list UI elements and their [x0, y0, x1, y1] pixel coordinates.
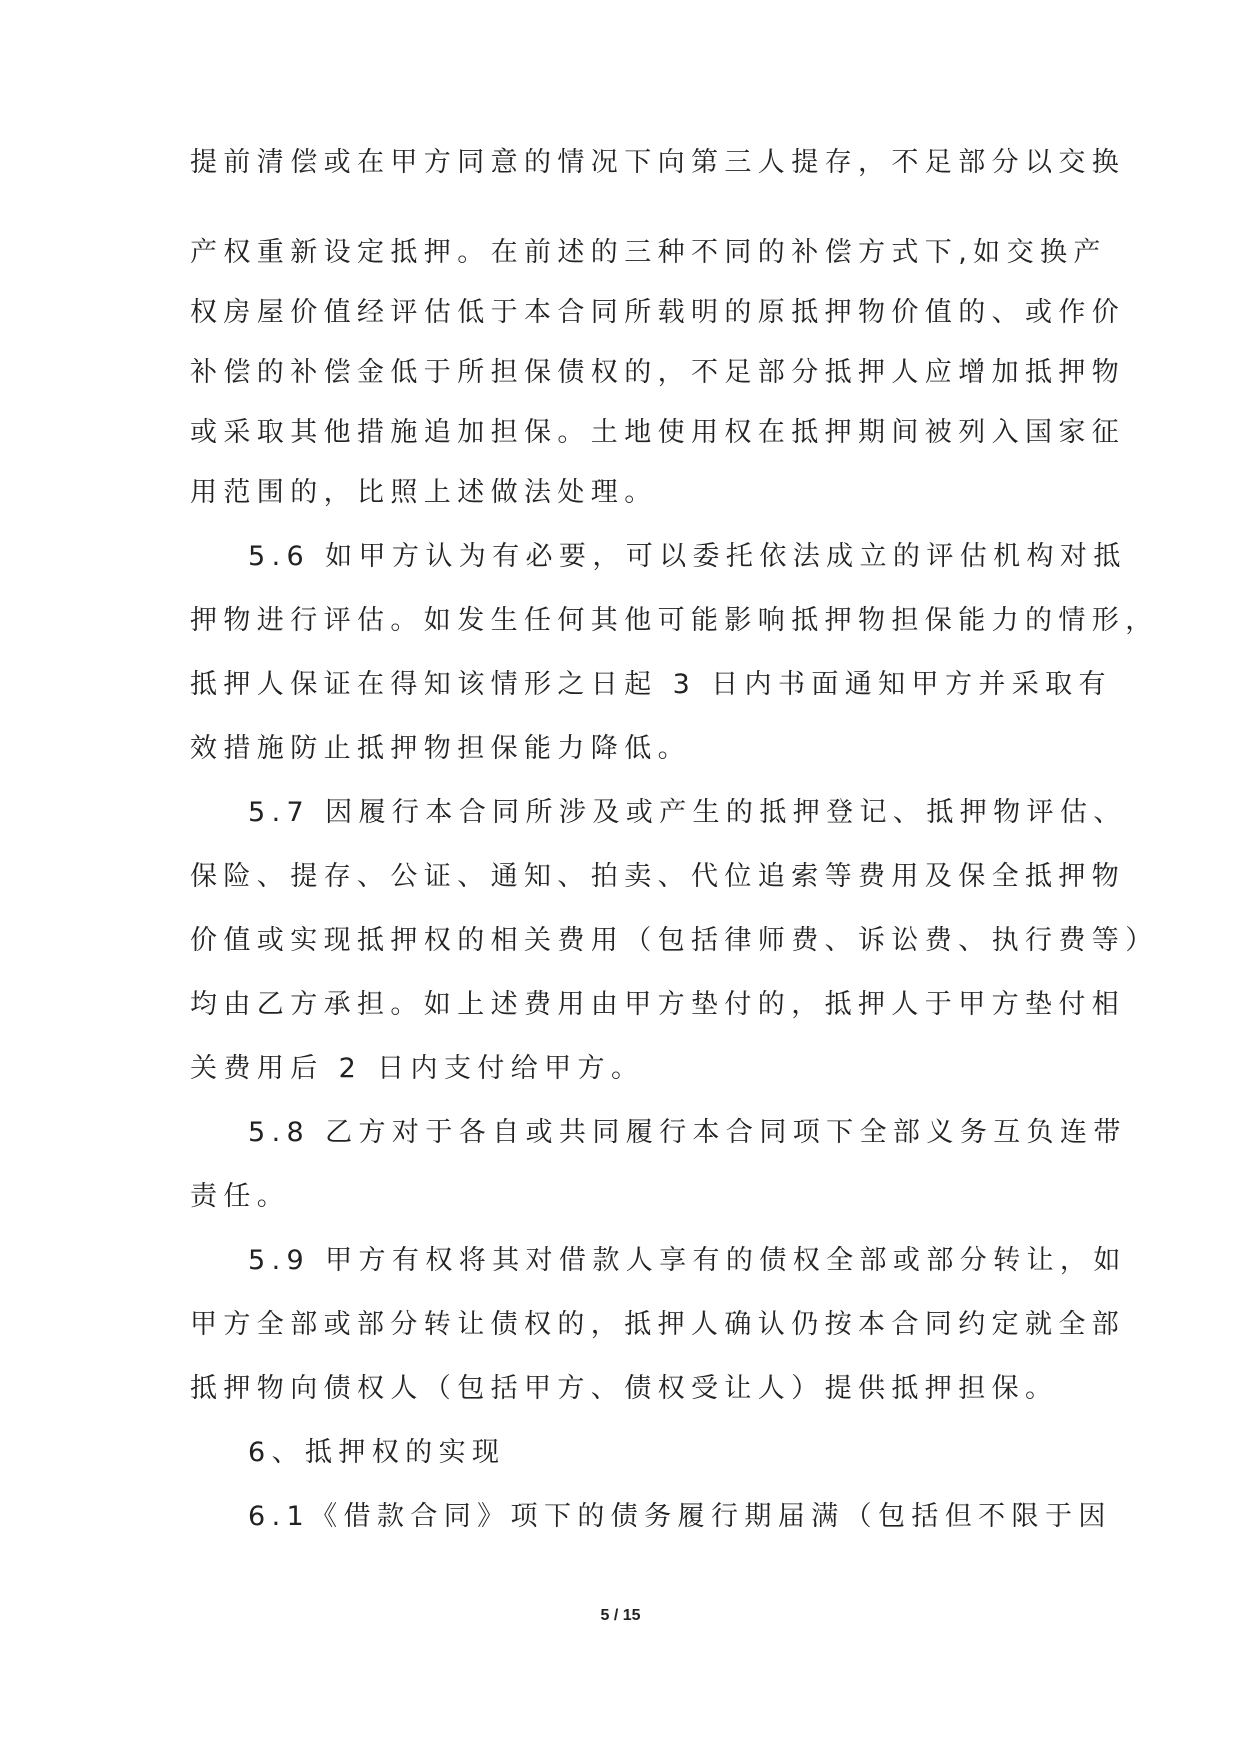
- paragraph-5-7-line: 5.7 因履行本合同所涉及或产生的抵押登记、抵押物评估、: [248, 797, 1127, 828]
- paragraph-5-9-line: 5.9 甲方有权将其对借款人享有的债权全部或部分转让，如: [248, 1245, 1127, 1276]
- text-line: 甲方全部或部分转让债权的，抵押人确认仍按本合同约定就全部: [190, 1309, 1126, 1340]
- text-line: 产权重新设定抵押。在前述的三种不同的补偿方式下,如交换产: [190, 237, 1107, 268]
- section-6-heading: 6、抵押权的实现: [248, 1437, 506, 1468]
- text-line: 押物进行评估。如发生任何其他可能影响抵押物担保能力的情形，: [190, 605, 1159, 636]
- text-line: 用范围的，比照上述做法处理。: [190, 477, 658, 508]
- text-line: 效措施防止抵押物担保能力降低。: [190, 733, 691, 764]
- page-number: 5 / 15: [600, 1607, 641, 1624]
- text-line: 补偿的补偿金低于所担保债权的，不足部分抵押人应增加抵押物: [190, 357, 1126, 388]
- paragraph-5-6-line: 5.6 如甲方认为有必要，可以委托依法成立的评估机构对抵: [248, 541, 1127, 572]
- text-line: 抵押人保证在得知该情形之日起 3 日内书面通知甲方并采取有: [190, 669, 1112, 700]
- text-line: 均由乙方承担。如上述费用由甲方垫付的，抵押人于甲方垫付相: [190, 989, 1126, 1020]
- text-line: 提前清偿或在甲方同意的情况下向第三人提存，不足部分以交换: [190, 147, 1126, 178]
- text-line: 权房屋价值经评估低于本合同所载明的原抵押物价值的、或作价: [190, 297, 1126, 328]
- paragraph-5-8-line: 5.8 乙方对于各自或共同履行本合同项下全部义务互负连带: [248, 1117, 1127, 1148]
- paragraph-6-1-line: 6.1《借款合同》项下的债务履行期届满（包括但不限于因: [248, 1501, 1112, 1532]
- text-line: 或采取其他措施追加担保。土地使用权在抵押期间被列入国家征: [190, 417, 1126, 448]
- text-line: 关费用后 2 日内支付给甲方。: [190, 1053, 645, 1084]
- text-line: 保险、提存、公证、通知、拍卖、代位追索等费用及保全抵押物: [190, 861, 1126, 892]
- text-line: 抵押物向债权人（包括甲方、债权受让人）提供抵押担保。: [190, 1373, 1059, 1404]
- text-line: 价值或实现抵押权的相关费用（包括律师费、诉讼费、执行费等）: [190, 925, 1159, 956]
- text-line: 责任。: [190, 1181, 291, 1212]
